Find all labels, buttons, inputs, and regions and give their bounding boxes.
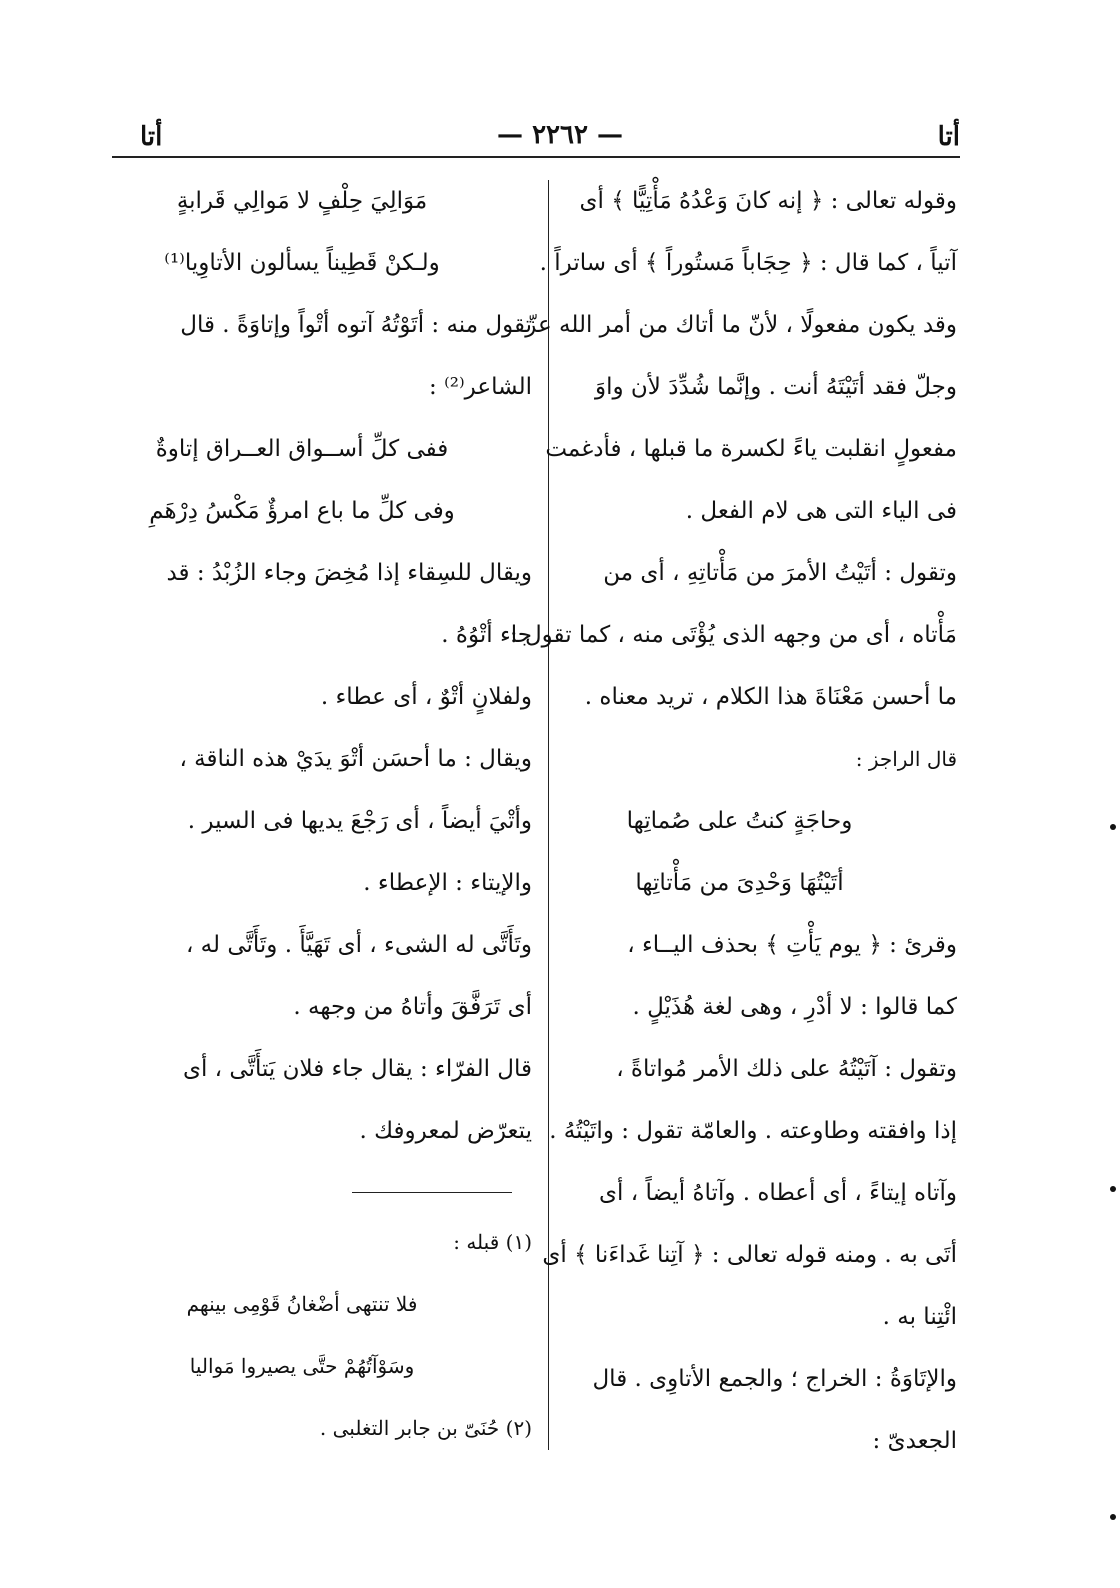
text-line: أتَى به . ومنه قوله تعالى : ﴿ آتِنا غَداءَنا ﴾ أى xyxy=(542,1242,957,1268)
text-line: آتياً ، كما قال : ﴿ حِجَاباً مَستُوراً ﴾ أى ساتراً . xyxy=(539,250,957,276)
footnote-verse: فلا تنتهى أضْغانُ قَوْمِى بينهم xyxy=(186,1292,418,1316)
text-line: ائْتِنا به . xyxy=(882,1304,957,1330)
scan-mark xyxy=(1110,824,1116,830)
verse-line: أتَيْتُهَا وَحْدِىَ من مَأْتاتِها xyxy=(635,870,844,896)
header-right-word: أتا xyxy=(937,122,960,152)
footnote-line: (١) قبله : xyxy=(453,1230,532,1254)
page-number: — ٢٢٦٢ — xyxy=(497,120,623,150)
footnote-line: (٢) حُنَىّ بن جابر التغلبى . xyxy=(319,1416,532,1440)
text-line: إذا وافقته وطاوعته . والعامّة تقول : واتَيْتُهُ . xyxy=(549,1118,957,1144)
verse-line: ولـكنْ قَطِيناً يسألون الأتاوِيا⁽¹⁾ xyxy=(164,250,440,276)
text-line: وتقول : أتَيْتُ الأمرَ من مَأْتاتِهِ ، أى من xyxy=(603,560,957,586)
verse-line: وحاجَةٍ كنتُ على صُماتِها xyxy=(626,808,853,834)
text-line: وقد يكون مفعولًا ، لأنّ ما أتاك من أمر الله عزّ xyxy=(525,312,957,338)
verse-line: وفى كلِّ ما باع امرؤٌ مَكْسُ دِرْهَمِ xyxy=(149,498,455,524)
text-line: يتعرّض لمعروفك . xyxy=(359,1118,532,1144)
text-line: قال الراجز : xyxy=(855,747,957,771)
left-column xyxy=(112,170,532,1459)
text-line: وأتْيَ أيضاً ، أى رَجْعَ يديها فى السير . xyxy=(187,808,532,834)
scan-mark xyxy=(1110,1186,1116,1192)
text-line: وجلّ فقد أتَيْتَهُ أنت . وإنَّما شُدِّدَ لأن واوَ xyxy=(594,374,957,400)
text-line: الشاعر⁽²⁾ : xyxy=(429,374,532,400)
text-line: وقرئ : ﴿ يوم يَأْتِ ﴾ بحذف اليــاء ، xyxy=(627,932,957,958)
text-line: كما قالوا : لا أدْرِ ، وهى لغة هُذَيْلٍ . xyxy=(632,994,957,1020)
header-rule xyxy=(112,156,960,158)
text-line: وآتاه إيتاءً ، أى أعطاه . وآتاهُ أيضاً ، أى xyxy=(599,1180,957,1206)
text-line: مفعولٍ انقلبت ياءً لكسرة ما قبلها ، فأدغمت xyxy=(545,436,957,462)
text-line: جاء أتْوُهُ . xyxy=(441,622,532,648)
text-line: ولفلانٍ أتْوٌ ، أى عطاء . xyxy=(320,684,532,710)
text-line: أى تَرَفَّقَ وأتاهُ من وجهه . xyxy=(293,994,532,1020)
text-line: الجعدىّ : xyxy=(872,1428,957,1454)
text-line: وتَأَتَّى له الشىء ، أى تَهَيَّأَ . وتَأَتَّى له ، xyxy=(185,932,532,958)
text-line: قال الفرّاء : يقال جاء فلان يَتأَتَّى ، أى xyxy=(182,1056,532,1082)
text-line: والإتَاوَةُ : الخراج ؛ والجمع الأتاوِى . قال xyxy=(592,1366,957,1392)
verse-line: ففى كلِّ أســواق العــراق إتاوةٌ xyxy=(155,436,449,462)
text-line: وقوله تعالى : ﴿ إنه كانَ وَعْدُهُ مَأْتِيًّا ﴾ أى xyxy=(579,188,957,214)
footnote-verse: وسَوْآتُهُمْ حتَّى يصيروا مَواليا xyxy=(189,1354,415,1378)
right-column xyxy=(509,170,957,1472)
header-left-word: أتا xyxy=(140,122,163,152)
text-line: ويقال : ما أحسَن أتْوَ يدَيْ هذه الناقة ، xyxy=(179,746,532,772)
text-line: مَأْتاه ، أى من وجهه الذى يُؤْتَى منه ، كما تقول : xyxy=(509,622,957,648)
scan-mark xyxy=(1110,1514,1116,1520)
footnote-rule xyxy=(352,1192,512,1193)
text-line: تقول منه : أتَوْتُهُ آتوه أتْواً وإتاوَةً . قال xyxy=(180,312,532,338)
text-line: والإيتاء : الإعطاء . xyxy=(363,870,532,896)
verse-line: مَوَالِيَ حِلْفٍ لا مَوالِي قَرابةٍ xyxy=(176,188,428,214)
text-line: فى الياء التى هى لام الفعل . xyxy=(685,498,957,524)
text-line: ما أحسن مَعْنَاةَ هذا الكلام ، تريد معناه . xyxy=(584,684,957,710)
text-line: وتقول : آتَيْتُهُ على ذلك الأمر مُواتاةً ، xyxy=(616,1056,957,1082)
text-line: ويقال للسِقاء إذا مُخِضَ وجاء الزُبْدُ : قد xyxy=(166,560,532,586)
